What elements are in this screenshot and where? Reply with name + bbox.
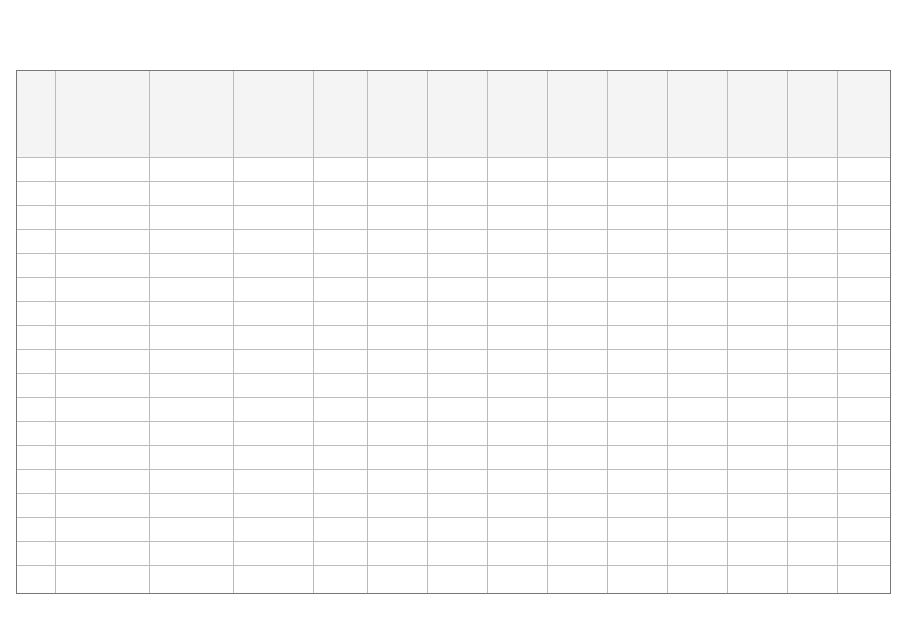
row-rule	[17, 181, 890, 182]
row-rule	[17, 253, 890, 254]
header-rule	[17, 157, 890, 158]
column-rule	[787, 71, 788, 593]
row-rule	[17, 397, 890, 398]
row-rule	[17, 301, 890, 302]
table-header-area	[17, 71, 890, 157]
column-rule	[313, 71, 314, 593]
column-rule	[727, 71, 728, 593]
column-rule	[607, 71, 608, 593]
column-rule	[55, 71, 56, 593]
row-rule	[17, 349, 890, 350]
row-rule	[17, 517, 890, 518]
table-grid	[16, 70, 891, 594]
row-rule	[17, 421, 890, 422]
row-rule	[17, 493, 890, 494]
column-rule	[547, 71, 548, 593]
row-rule	[17, 445, 890, 446]
column-rule	[487, 71, 488, 593]
column-rule	[667, 71, 668, 593]
column-rule	[233, 71, 234, 593]
row-rule	[17, 229, 890, 230]
row-rule	[17, 325, 890, 326]
row-rule	[17, 277, 890, 278]
row-rule	[17, 541, 890, 542]
row-rule	[17, 565, 890, 566]
column-rule	[367, 71, 368, 593]
column-rule	[149, 71, 150, 593]
row-rule	[17, 373, 890, 374]
row-rule	[17, 469, 890, 470]
row-rule	[17, 205, 890, 206]
column-rule	[427, 71, 428, 593]
column-rule	[837, 71, 838, 593]
